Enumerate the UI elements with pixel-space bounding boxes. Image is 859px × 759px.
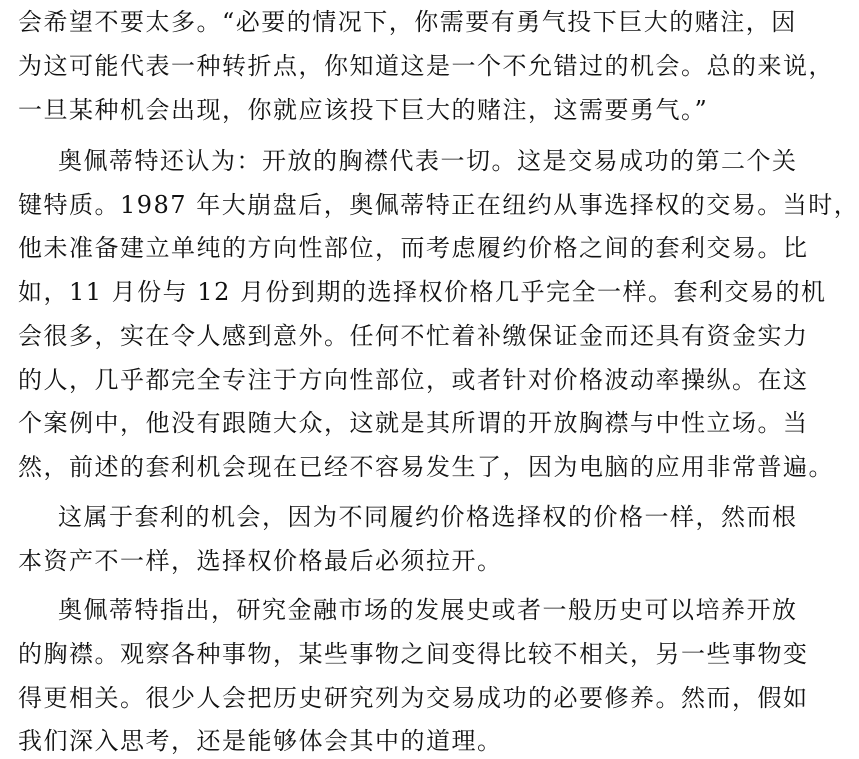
text-line: 然，前述的套利机会现在已经不容易发生了，因为电脑的应用非常普遍。 (18, 453, 834, 481)
text-line: 个案例中，他没有跟随大众，这就是其所谓的开放胸襟与中性立场。当 (18, 409, 809, 437)
text-line: 奥佩蒂特指出，研究金融市场的发展史或者一般历史可以培养开放 (58, 596, 798, 624)
text-line: 一旦某种机会出现，你就应该投下巨大的赌注，这需要勇气。” (18, 96, 709, 124)
text-line: 奥佩蒂特还认为：开放的胸襟代表一切。这是交易成功的第二个关 (58, 147, 798, 175)
text-line: 会很多，实在令人感到意外。任何不忙着补缴保证金而还具有资金实力 (18, 322, 809, 350)
text-line: 本资产不一样，选择权价格最后必须拉开。 (18, 547, 503, 575)
text-line: 的人，几乎都完全专注于方向性部位，或者针对价格波动率操纵。在这 (18, 366, 809, 394)
text-line: 如，11 月份与 12 月份到期的选择权价格几乎完全一样。套利交易的机 (18, 278, 827, 306)
text-line: 我们深入思考，还是能够体会其中的道理。 (18, 727, 503, 755)
text-line: 为这可能代表一种转折点，你知道这是一个不允错过的机会。总的来说， (18, 52, 834, 80)
text-line: 键特质。1987 年大崩盘后，奥佩蒂特正在纽约从事选择权的交易。当时， (18, 191, 859, 219)
text-line: 的胸襟。观察各种事物，某些事物之间变得比较不相关，另一些事物变 (18, 640, 809, 668)
text-line: 他未准备建立单纯的方向性部位，而考虑履约价格之间的套利交易。比 (18, 234, 809, 262)
text-line: 得更相关。很少人会把历史研究列为交易成功的必要修养。然而，假如 (18, 684, 809, 712)
text-line: 这属于套利的机会，因为不同履约价格选择权的价格一样，然而根 (58, 503, 798, 531)
text-line: 会希望不要太多。“必要的情况下，你需要有勇气投下巨大的赌注，因 (18, 8, 797, 36)
